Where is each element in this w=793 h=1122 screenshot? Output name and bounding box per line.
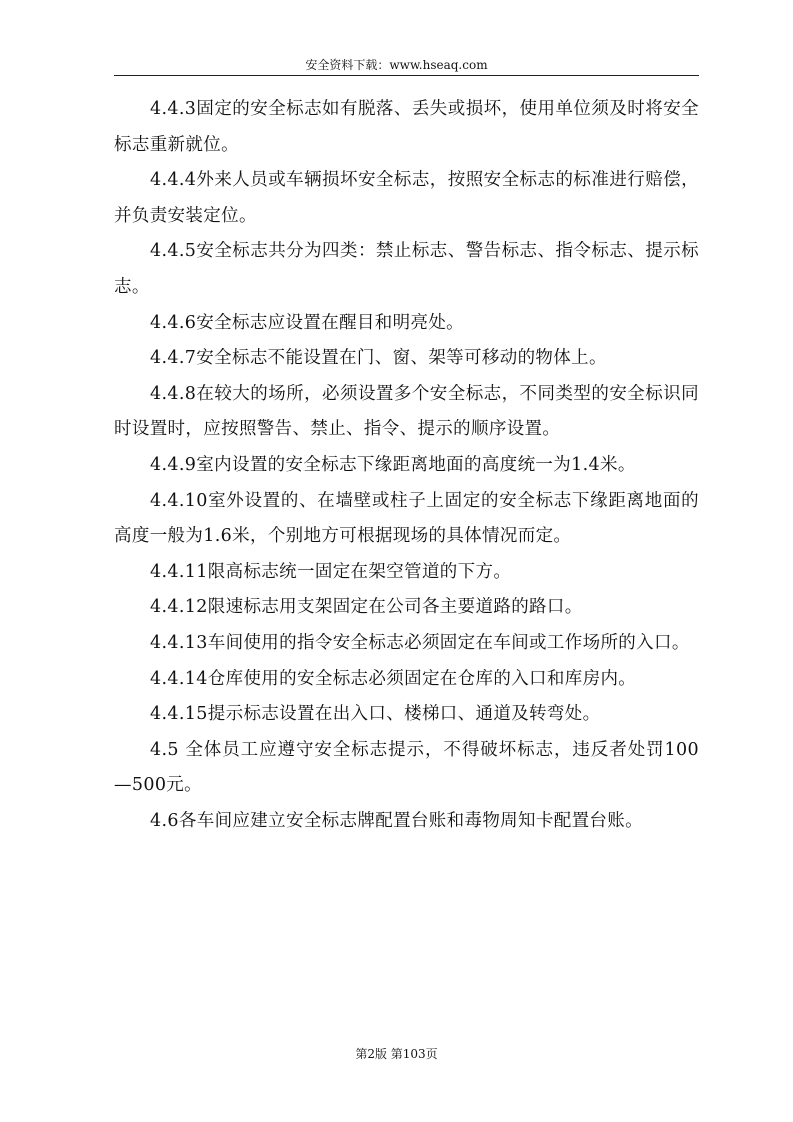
document-body: [114, 92, 699, 839]
paragraph-4-4-4: 4.4.4外来人员或车辆损坏安全标志，按照安全标志的标准进行赔偿，并负责安装定位。: [114, 170, 699, 226]
paragraph-4-4-9: 4.4.9室内设置的安全标志下缘距离地面的高度统一为1.4米。: [150, 454, 636, 475]
page-header: 安全资料下载：www.hseaq.com: [305, 58, 488, 72]
paragraph-4-4-14: 4.4.14仓库使用的安全标志必须固定在仓库的入口和库房内。: [150, 668, 637, 689]
paragraph-4-5: 4.5 全体员工应遵守安全标志提示，不得破坏标志，违反者处罚100—500元。: [114, 739, 699, 796]
paragraph-4-4-15: 4.4.15提示标志设置在出入口、楼梯口、通道及转弯处。: [150, 704, 601, 725]
paragraph-4-4-12: 4.4.12限速标志用支架固定在公司各主要道路的路口。: [150, 597, 583, 618]
paragraph-4-4-7: 4.4.7安全标志不能设置在门、窗、架等可移动的物体上。: [150, 348, 607, 369]
header-divider: [114, 75, 699, 76]
paragraph-4-4-11: 4.4.11限高标志统一固定在架空管道的下方。: [150, 561, 512, 582]
paragraph-4-6: 4.6各车间应建立安全标志牌配置台账和毒物周知卡配置台账。: [150, 810, 643, 831]
paragraph-4-4-13: 4.4.13车间使用的指令安全标志必须固定在车间或工作场所的入口。: [150, 632, 690, 653]
paragraph-4-4-3: 4.4.3固定的安全标志如有脱落、丢失或损坏，使用单位须及时将安全标志重新就位。: [114, 99, 699, 155]
paragraph-4-4-6: 4.4.6安全标志应设置在醒目和明亮处。: [150, 312, 465, 333]
paragraph-4-4-5: 4.4.5安全标志共分为四类：禁止标志、警告标志、指令标志、提示标志。: [114, 241, 699, 297]
page-footer: 第2版 第103页: [355, 1047, 438, 1061]
paragraph-4-4-10: 4.4.10室外设置的、在墙壁或柱子上固定的安全标志下缘距离地面的高度一般为1.6米，个别地方可根据现场的具体情况而定。: [114, 490, 699, 547]
paragraph-4-4-8: 4.4.8在较大的场所，必须设置多个安全标志，不同类型的安全标识同时设置时，应按照警告、禁止、指令、提示的顺序设置。: [114, 383, 699, 440]
